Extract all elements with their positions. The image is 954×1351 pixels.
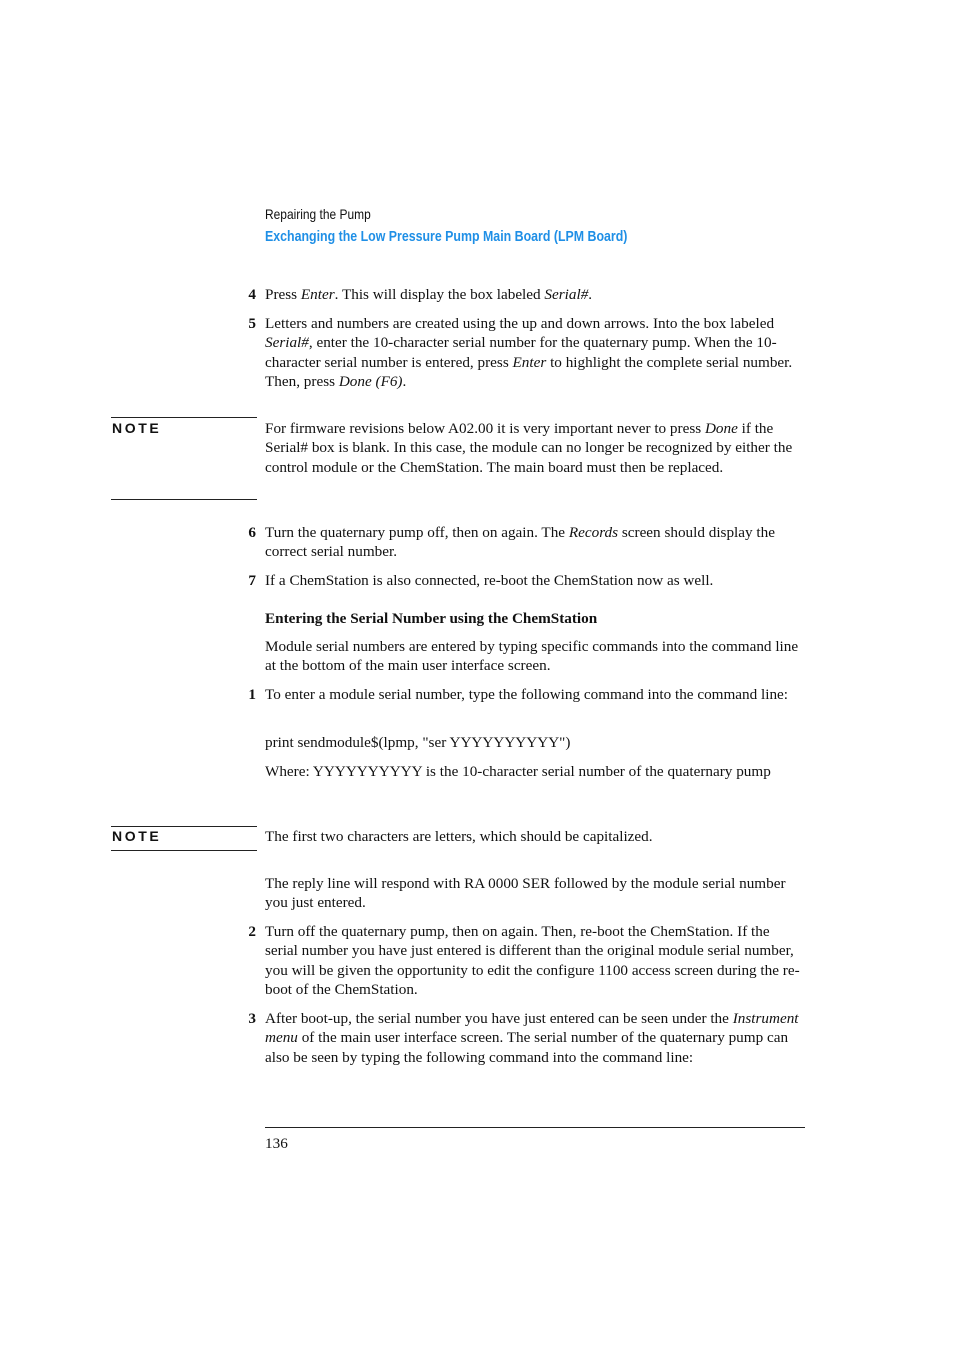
note-label: NOTE bbox=[112, 420, 162, 436]
step-number: 3 bbox=[248, 1010, 256, 1027]
paragraph: The reply line will respond with RA 0000 SER followed by the module serial number you just entered. bbox=[265, 875, 786, 912]
step-text: To enter a module serial number, type the following command into the command line: bbox=[265, 686, 789, 703]
note-text: For firmware revisions below A02.00 it is very important never to press Done if the Serial# box is blank. In this case, the module can no longer be recognized by either the control module or the ChemStation. The main board must then be replaced. bbox=[265, 420, 793, 476]
note-label: NOTE bbox=[112, 828, 162, 844]
section-title: Repairing the Pump bbox=[265, 207, 371, 222]
subsection-heading: Entering the Serial Number using the ChemStation bbox=[265, 610, 598, 627]
step-text: Turn the quaternary pump off, then on again. The Records screen should display the correct serial number. bbox=[265, 524, 775, 561]
note-text: The first two characters are letters, which should be capitalized. bbox=[265, 828, 653, 845]
step-number: 2 bbox=[248, 923, 256, 940]
footer-rule bbox=[265, 1127, 805, 1128]
step-number: 1 bbox=[248, 686, 256, 703]
step-number: 6 bbox=[248, 524, 256, 541]
step-number: 4 bbox=[248, 286, 256, 303]
step-text: Press Enter. This will display the box labeled Serial#. bbox=[265, 286, 593, 303]
paragraph: Module serial numbers are entered by typing specific commands into the command line at the bottom of the main user interface screen. bbox=[265, 638, 799, 675]
paragraph: Where: YYYYYYYYYY is the 10-character serial number of the quaternary pump bbox=[265, 763, 771, 780]
command-line-text: print sendmodule$(lpmp, "ser YYYYYYYYYY") bbox=[265, 734, 571, 751]
step-number: 5 bbox=[248, 315, 256, 332]
chapter-title: Exchanging the Low Pressure Pump Main Board (LPM Board) bbox=[265, 229, 628, 245]
note-top-rule bbox=[111, 417, 257, 418]
step-text: After boot-up, the serial number you have just entered can be seen under the Instrument menu of the main user interface screen. The serial number of the quaternary pump can also be seen by typing the following command into the command line: bbox=[265, 1010, 799, 1066]
step-text: Letters and numbers are created using the up and down arrows. Into the box labeled Serial#, enter the 10-character serial number for the quaternary pump. When the 10-character serial number is entered, press Enter to highlight the complete serial number. Then, press Done (F6). bbox=[265, 315, 793, 390]
note-bottom-rule bbox=[111, 499, 257, 500]
step-text: Turn off the quaternary pump, then on again. Then, re-boot the ChemStation. If the serial number you have just entered is different than the original module serial number, you will be given the opportunity to edit the configure 1100 access screen during the re-boot of the ChemStation. bbox=[265, 923, 800, 998]
step-text: If a ChemStation is also connected, re-boot the ChemStation now as well. bbox=[265, 572, 714, 589]
step-number: 7 bbox=[248, 572, 256, 589]
note-bottom-rule bbox=[111, 850, 257, 851]
page-number: 136 bbox=[265, 1135, 288, 1152]
